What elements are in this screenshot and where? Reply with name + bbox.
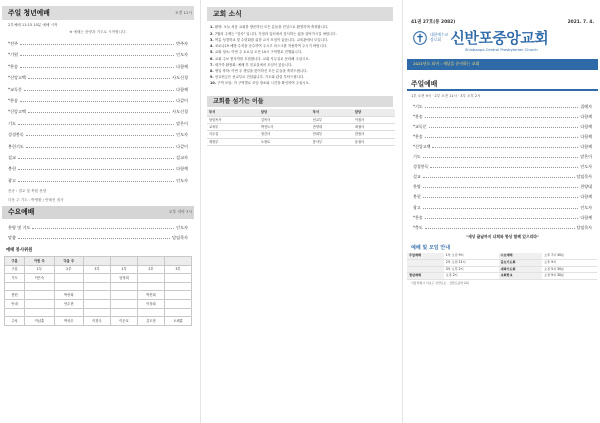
dot-leader	[423, 155, 579, 158]
table-header-cell: 구분	[5, 256, 25, 265]
news-item-text: 환영: 오늘 처음 교회를 방문하신 모든 분들을 진심으로 환영하며 축복합니다.	[214, 25, 329, 30]
order-item-label: 설교	[413, 174, 421, 180]
order-item	[8, 225, 188, 230]
order-item-person: 인도자	[176, 177, 188, 183]
church-name: 신반포중앙교회	[450, 28, 549, 47]
news-item	[210, 63, 392, 67]
table-header-cell	[111, 256, 138, 265]
order-item-person: 사도신경	[172, 109, 188, 115]
table-cell: 이남훈	[25, 317, 54, 326]
news-item-number: 4.	[210, 44, 215, 49]
order-item	[413, 124, 592, 129]
news-body	[207, 21, 395, 91]
table-cell: 사무실	[207, 131, 259, 138]
table-cell: 박상우	[54, 317, 83, 326]
table-cell: 1부	[111, 265, 138, 274]
table-row	[5, 291, 192, 300]
youth-worship-title: 주일 청년예배	[8, 8, 50, 17]
table-cell: 교육부	[207, 123, 259, 130]
table-cell: 수요예배	[499, 253, 543, 259]
table-header-cell: 다음 주	[54, 256, 83, 265]
dot-leader	[432, 145, 578, 148]
news-item-text: 선교헌금은 선교부로 전달됩니다. 기도와 관심 부탁드립니다.	[214, 75, 305, 80]
order-item-person: 집례자	[580, 103, 592, 109]
table-cell: 이상희	[137, 299, 164, 308]
table-cell: 한집사	[353, 131, 395, 138]
order-item-label: 성경봉독	[8, 132, 24, 138]
table-cell: 봉헌	[5, 291, 25, 300]
order-item-label: *신앙고백	[413, 143, 431, 149]
dot-leader	[26, 133, 174, 136]
order-item	[8, 166, 188, 171]
volunteer-roster-table	[4, 256, 192, 326]
table-cell: 안내	[5, 299, 25, 308]
table-cell: 이은숙	[25, 274, 54, 283]
table-cell: 새벽기도회	[499, 266, 543, 273]
table-cell: 김목사	[259, 116, 311, 123]
order-item	[413, 194, 592, 199]
table-cell	[407, 266, 444, 273]
order-item-person: 찬양대	[580, 184, 592, 190]
order-item-person: 담임목사	[576, 224, 592, 230]
table-row	[5, 317, 192, 326]
order-item-person: 다같이	[176, 98, 188, 103]
dot-leader	[423, 175, 575, 178]
table-cell	[84, 282, 111, 291]
table-cell	[25, 282, 54, 291]
table-row	[207, 116, 395, 123]
right-page	[402, 0, 598, 423]
order-item-label: *찬송	[413, 214, 423, 220]
dot-leader	[425, 105, 579, 108]
order-item-label: *찬송	[8, 98, 18, 103]
order-item-label: 말씀	[8, 234, 16, 240]
table-cell: 구분	[5, 265, 25, 274]
order-item-person: 다같이	[176, 143, 188, 149]
dot-leader	[425, 216, 579, 219]
table-cell: 3부 오후 2시	[444, 266, 499, 273]
denomination-line-2: 장로회	[430, 36, 442, 42]
dot-leader	[18, 156, 174, 159]
dot-leader	[28, 110, 170, 113]
order-item-label: 광고	[413, 204, 421, 210]
order-item-label: *신앙고백	[8, 75, 26, 81]
table-cell	[54, 308, 83, 317]
table-header-row	[5, 256, 192, 265]
youth-worship-time: 오전 11시	[174, 9, 192, 15]
order-item-person: 다함께	[176, 166, 188, 172]
order-item-label: *기도	[413, 103, 423, 109]
order-item	[413, 114, 592, 119]
order-item-label: 성경봉독	[413, 164, 429, 170]
issue-number: 41권 27호(통 2082)	[411, 20, 456, 25]
order-item-label: 봉헌	[413, 194, 421, 200]
order-item-person: 맡은이	[176, 120, 188, 126]
order-item	[8, 109, 188, 114]
order-item-person: 맡은이	[580, 154, 592, 160]
order-item	[8, 121, 188, 126]
table-cell: 오전 5시 30분	[542, 266, 597, 273]
table-cell: 오전 9시 30분	[542, 273, 597, 280]
table-cell: 최권사	[353, 123, 395, 130]
scripture-quote: "세상 끝날까지 너희와 항상 함께 있으리라"	[466, 233, 539, 239]
news-item	[210, 75, 392, 79]
staff-title: 교회를 섬기는 이들	[207, 96, 393, 108]
order-item-person: 다함께	[580, 133, 592, 139]
order-item	[8, 75, 188, 80]
dot-leader	[18, 167, 174, 170]
news-item-text: 교회 주보 봉사자를 모집합니다. 교회 사무실로 문의해 주십시오.	[214, 56, 310, 61]
table-cell: 기도	[5, 274, 25, 283]
table-cell: 금요기도회	[499, 259, 543, 266]
church-cross-icon	[413, 31, 427, 45]
order-item-label: *교독문	[8, 86, 22, 92]
table-cell: 김도현	[137, 317, 164, 326]
church-address: 서울특별시 서초구 신반포로 · 신반포중앙교회	[411, 281, 469, 286]
dot-leader	[20, 65, 174, 68]
order-item-person: 다함께	[176, 86, 188, 92]
table-cell	[54, 274, 83, 283]
table-cell: 2부 오전 11시	[444, 259, 499, 266]
table-cell	[25, 291, 54, 300]
schedule-title: 예배 및 모임 안내	[411, 244, 451, 251]
youth-extra-line-2: 다음 주 기도 : 박명환 / 안태선 집사	[8, 197, 64, 202]
dot-leader	[430, 165, 578, 168]
order-item-label: *찬송	[413, 133, 423, 139]
news-title: 교회 소식	[207, 7, 393, 21]
table-header-cell: 이번 주	[25, 256, 54, 265]
table-row	[407, 266, 597, 273]
order-item	[8, 178, 188, 183]
table-row	[5, 299, 192, 308]
news-item-number: 9.	[210, 75, 215, 80]
table-cell	[111, 282, 138, 291]
order-item-label: *기원	[8, 52, 18, 58]
table-cell: 오후 2시	[444, 273, 499, 280]
order-item	[8, 87, 188, 92]
table-row	[207, 123, 395, 130]
order-item-person: 사도신경	[172, 75, 188, 81]
news-item	[210, 69, 392, 73]
news-item-number: 10.	[210, 81, 218, 86]
order-item-person: 인도자	[580, 164, 592, 170]
youth-extra-line: 찬송 : 결교 및 축원 찬양	[8, 189, 47, 194]
news-item	[210, 81, 392, 85]
dot-leader	[429, 125, 579, 128]
table-cell: 선교부	[311, 116, 353, 123]
dot-leader	[18, 179, 174, 182]
order-item	[413, 184, 592, 189]
table-row	[5, 282, 192, 291]
dot-leader	[24, 88, 174, 91]
news-item-number: 2.	[210, 31, 215, 36]
order-item	[413, 225, 592, 230]
order-item-label: 봉헌	[8, 166, 16, 172]
table-cell: 이집사	[353, 116, 395, 123]
order-item-label: *전주	[8, 40, 18, 46]
table-cell	[137, 308, 164, 317]
order-item	[8, 144, 188, 149]
dot-leader	[20, 53, 174, 56]
news-item-number: 1.	[210, 25, 215, 30]
table-cell: 안수현	[54, 299, 83, 308]
news-item-number: 7.	[210, 62, 215, 67]
table-cell	[137, 274, 164, 283]
table-cell	[111, 299, 138, 308]
order-item-label: 광고	[8, 177, 16, 183]
dot-leader	[425, 135, 579, 138]
dot-leader	[26, 145, 174, 148]
dot-leader	[18, 122, 174, 125]
dot-leader	[425, 115, 579, 118]
news-item-text: 교회 청소: 이번 주 토요일 오전 10시 구역별로 진행됩니다.	[214, 50, 303, 55]
order-item	[413, 215, 592, 220]
table-row	[407, 259, 597, 266]
sunday-service-times: 1부 오전 9시 · 2부 오전 11시 · 3부 오후 2시	[411, 94, 481, 99]
order-item	[413, 154, 592, 159]
order-item-label: 찬양 및 기도	[8, 225, 31, 231]
table-cell: 이창우	[84, 317, 111, 326]
dot-leader	[32, 226, 174, 229]
order-item-label: *교독문	[413, 123, 427, 129]
order-item-person: 반주자	[176, 40, 188, 46]
yearly-motto: 2021년도 표어 : 새날을 준비하는 교회	[407, 59, 598, 70]
table-cell	[164, 274, 191, 283]
table-cell: 교회학교	[499, 273, 543, 280]
table-cell	[84, 299, 111, 308]
table-cell: 청년예배	[407, 273, 444, 280]
table-cell	[164, 299, 191, 308]
table-cell	[84, 291, 111, 300]
table-cell: 오후 9시	[542, 259, 597, 266]
table-row	[5, 274, 192, 283]
table-row	[207, 131, 395, 138]
issue-row	[407, 0, 598, 28]
denomination-label	[430, 33, 448, 42]
order-item	[8, 132, 188, 137]
sunday-order-list	[407, 102, 598, 230]
order-item	[413, 144, 592, 149]
order-item	[413, 205, 592, 210]
issue-date: 2021. 7. 4.	[567, 20, 594, 25]
order-item-person: 다함께	[580, 194, 592, 200]
table-cell: 안내부	[311, 131, 353, 138]
dot-leader	[28, 76, 170, 79]
wednesday-worship-time: 오후 저녁 7시	[168, 209, 192, 215]
news-item	[210, 32, 392, 36]
order-item-label: *찬송	[8, 63, 18, 69]
news-item-text: 생일 축하: 이번 주 생일을 맞이하신 모든 분들을 축하드립니다.	[214, 69, 308, 74]
table-cell: 1부	[25, 265, 54, 274]
dot-leader	[423, 195, 579, 198]
table-cell	[25, 308, 54, 317]
order-item	[413, 174, 592, 179]
table-cell: 봉사부	[311, 138, 353, 145]
middle-page	[200, 0, 396, 423]
dot-leader	[423, 185, 579, 188]
roster-title: 예배 봉사위원	[6, 247, 33, 253]
table-cell: 박전도사	[259, 123, 311, 130]
youth-service-sub: 2부예배 11:15 10분 예배 시작	[8, 23, 58, 27]
table-cell: 박선희	[54, 291, 83, 300]
order-item-person: 다함께	[176, 63, 188, 69]
table-cell: 오장로	[259, 138, 311, 145]
table-cell	[111, 308, 138, 317]
order-item-label: 기도	[8, 120, 16, 126]
table-cell	[407, 259, 444, 266]
order-item	[8, 235, 188, 240]
wednesday-order-list	[2, 223, 194, 240]
order-item	[413, 164, 592, 169]
order-item-person: 담임목사	[172, 234, 188, 240]
table-cell: 찬양대	[311, 123, 353, 130]
news-item-text: 여름 성경학교 및 수련회를 위한 교사 모임이 있습니다. 교육관에서 모입니다.	[214, 37, 329, 42]
order-item-label: *찬송	[413, 113, 423, 119]
table-cell: 박진희	[137, 291, 164, 300]
table-cell	[84, 274, 111, 283]
news-item-number: 5.	[210, 50, 215, 55]
table-cell: 오후 7시 30분	[542, 253, 597, 259]
order-item-label: *축도	[413, 224, 423, 230]
order-item	[8, 64, 188, 69]
news-item	[210, 44, 392, 48]
table-cell: 정간사	[259, 131, 311, 138]
table-cell: 윤권사	[353, 138, 395, 145]
dot-leader	[18, 236, 170, 239]
order-item-person: 다함께	[580, 113, 592, 119]
table-row	[407, 273, 597, 280]
order-item-label: *신앙고백	[8, 109, 26, 115]
order-item-label: 기도	[413, 154, 421, 160]
table-cell	[164, 308, 191, 317]
table-cell	[5, 308, 25, 317]
table-header-cell: 담당	[259, 109, 311, 116]
table-cell: 주일예배	[407, 253, 444, 259]
table-cell: 3부	[84, 265, 111, 274]
order-item	[8, 41, 188, 46]
order-item	[413, 104, 592, 109]
left-page	[2, 0, 194, 423]
table-cell	[25, 299, 54, 308]
news-item	[210, 50, 392, 54]
table-cell: 담임목사	[207, 116, 259, 123]
table-cell: 오세훈	[164, 317, 191, 326]
youth-worship-header	[2, 6, 194, 20]
table-header-cell: 부서	[207, 109, 259, 116]
table-cell: 2부	[137, 265, 164, 274]
church-logo-row	[407, 28, 598, 49]
news-item-text: 7월의 주제는 "감사" 입니다. 가정과 일터에서 감사하는 삶을 살아가시길 바랍니다.	[214, 31, 337, 36]
youth-invite-note: ※ 예배는 찬양과 기도로 시작합니다.	[69, 30, 127, 35]
table-cell	[164, 291, 191, 300]
order-item-person: 다함께	[580, 123, 592, 129]
schedule-table	[407, 253, 597, 280]
table-header-cell: 담당	[353, 109, 395, 116]
order-item-person: 담임목사	[576, 174, 592, 180]
table-cell: 임영희	[111, 274, 138, 283]
order-item-person: 다함께	[580, 143, 592, 149]
table-cell: 주차	[5, 317, 25, 326]
table-header-cell	[84, 256, 111, 265]
table-row	[5, 265, 192, 274]
news-item-text: 코로나19 예방 수칙을 준수하여 주시고 마스크를 착용하여 주시기 바랍니다.	[214, 44, 328, 49]
denomination-line-1: 대한예수교	[430, 32, 449, 38]
table-cell: 3부	[164, 265, 191, 274]
order-item	[8, 155, 188, 160]
order-item-person: 인도자	[176, 225, 188, 231]
dot-leader	[20, 42, 174, 45]
news-item-number: 3.	[210, 37, 215, 42]
news-item	[210, 38, 392, 42]
news-item	[210, 25, 392, 29]
order-item-label: 설교	[8, 155, 16, 161]
dot-leader	[425, 226, 575, 229]
table-cell	[164, 282, 191, 291]
table-header-cell	[164, 256, 191, 265]
table-cell: 1부 오전 9시	[444, 253, 499, 259]
table-cell	[137, 282, 164, 291]
table-cell	[111, 291, 138, 300]
table-cell	[84, 308, 111, 317]
order-item	[413, 134, 592, 139]
table-cell: 이순호	[111, 317, 138, 326]
table-header-row	[207, 109, 395, 116]
order-item-label: 찬양	[413, 184, 421, 190]
table-row	[207, 138, 395, 145]
wednesday-worship-header	[2, 206, 194, 219]
order-item	[8, 52, 188, 57]
news-item-number: 8.	[210, 69, 215, 74]
table-cell: 재정부	[207, 138, 259, 145]
news-item-text: 새가족 환영회: 예배 후 친교실에서 모임이 있습니다.	[214, 62, 293, 67]
table-cell: 2부	[54, 265, 83, 274]
order-item-person: 인도자	[580, 204, 592, 210]
staff-table	[207, 109, 395, 146]
table-header-cell: 부서	[311, 109, 353, 116]
order-item-person: 인도자	[176, 52, 188, 58]
table-cell	[5, 282, 25, 291]
order-item-person: 인도자	[176, 132, 188, 138]
table-row	[5, 308, 192, 317]
church-name-en: Shinbanpo Central Presbyterian Church	[465, 48, 538, 53]
order-item	[8, 98, 188, 103]
order-item-person: 설교자	[176, 155, 188, 161]
news-item-number: 6.	[210, 56, 215, 61]
dot-leader	[20, 99, 174, 102]
news-item	[210, 57, 392, 61]
news-item-text: 구역 모임: 각 구역별로 모임 장소와 시간을 확인하여 주십시오.	[217, 81, 310, 86]
sunday-worship-title: 주일예배	[407, 74, 598, 91]
table-header-cell	[137, 256, 164, 265]
youth-order-list	[2, 39, 194, 183]
dot-leader	[423, 206, 579, 209]
wednesday-worship-title: 수요예배	[8, 208, 35, 217]
order-item-person: 다함께	[580, 214, 592, 220]
order-item-label: 봉헌기도	[8, 143, 24, 149]
table-cell	[54, 282, 83, 291]
